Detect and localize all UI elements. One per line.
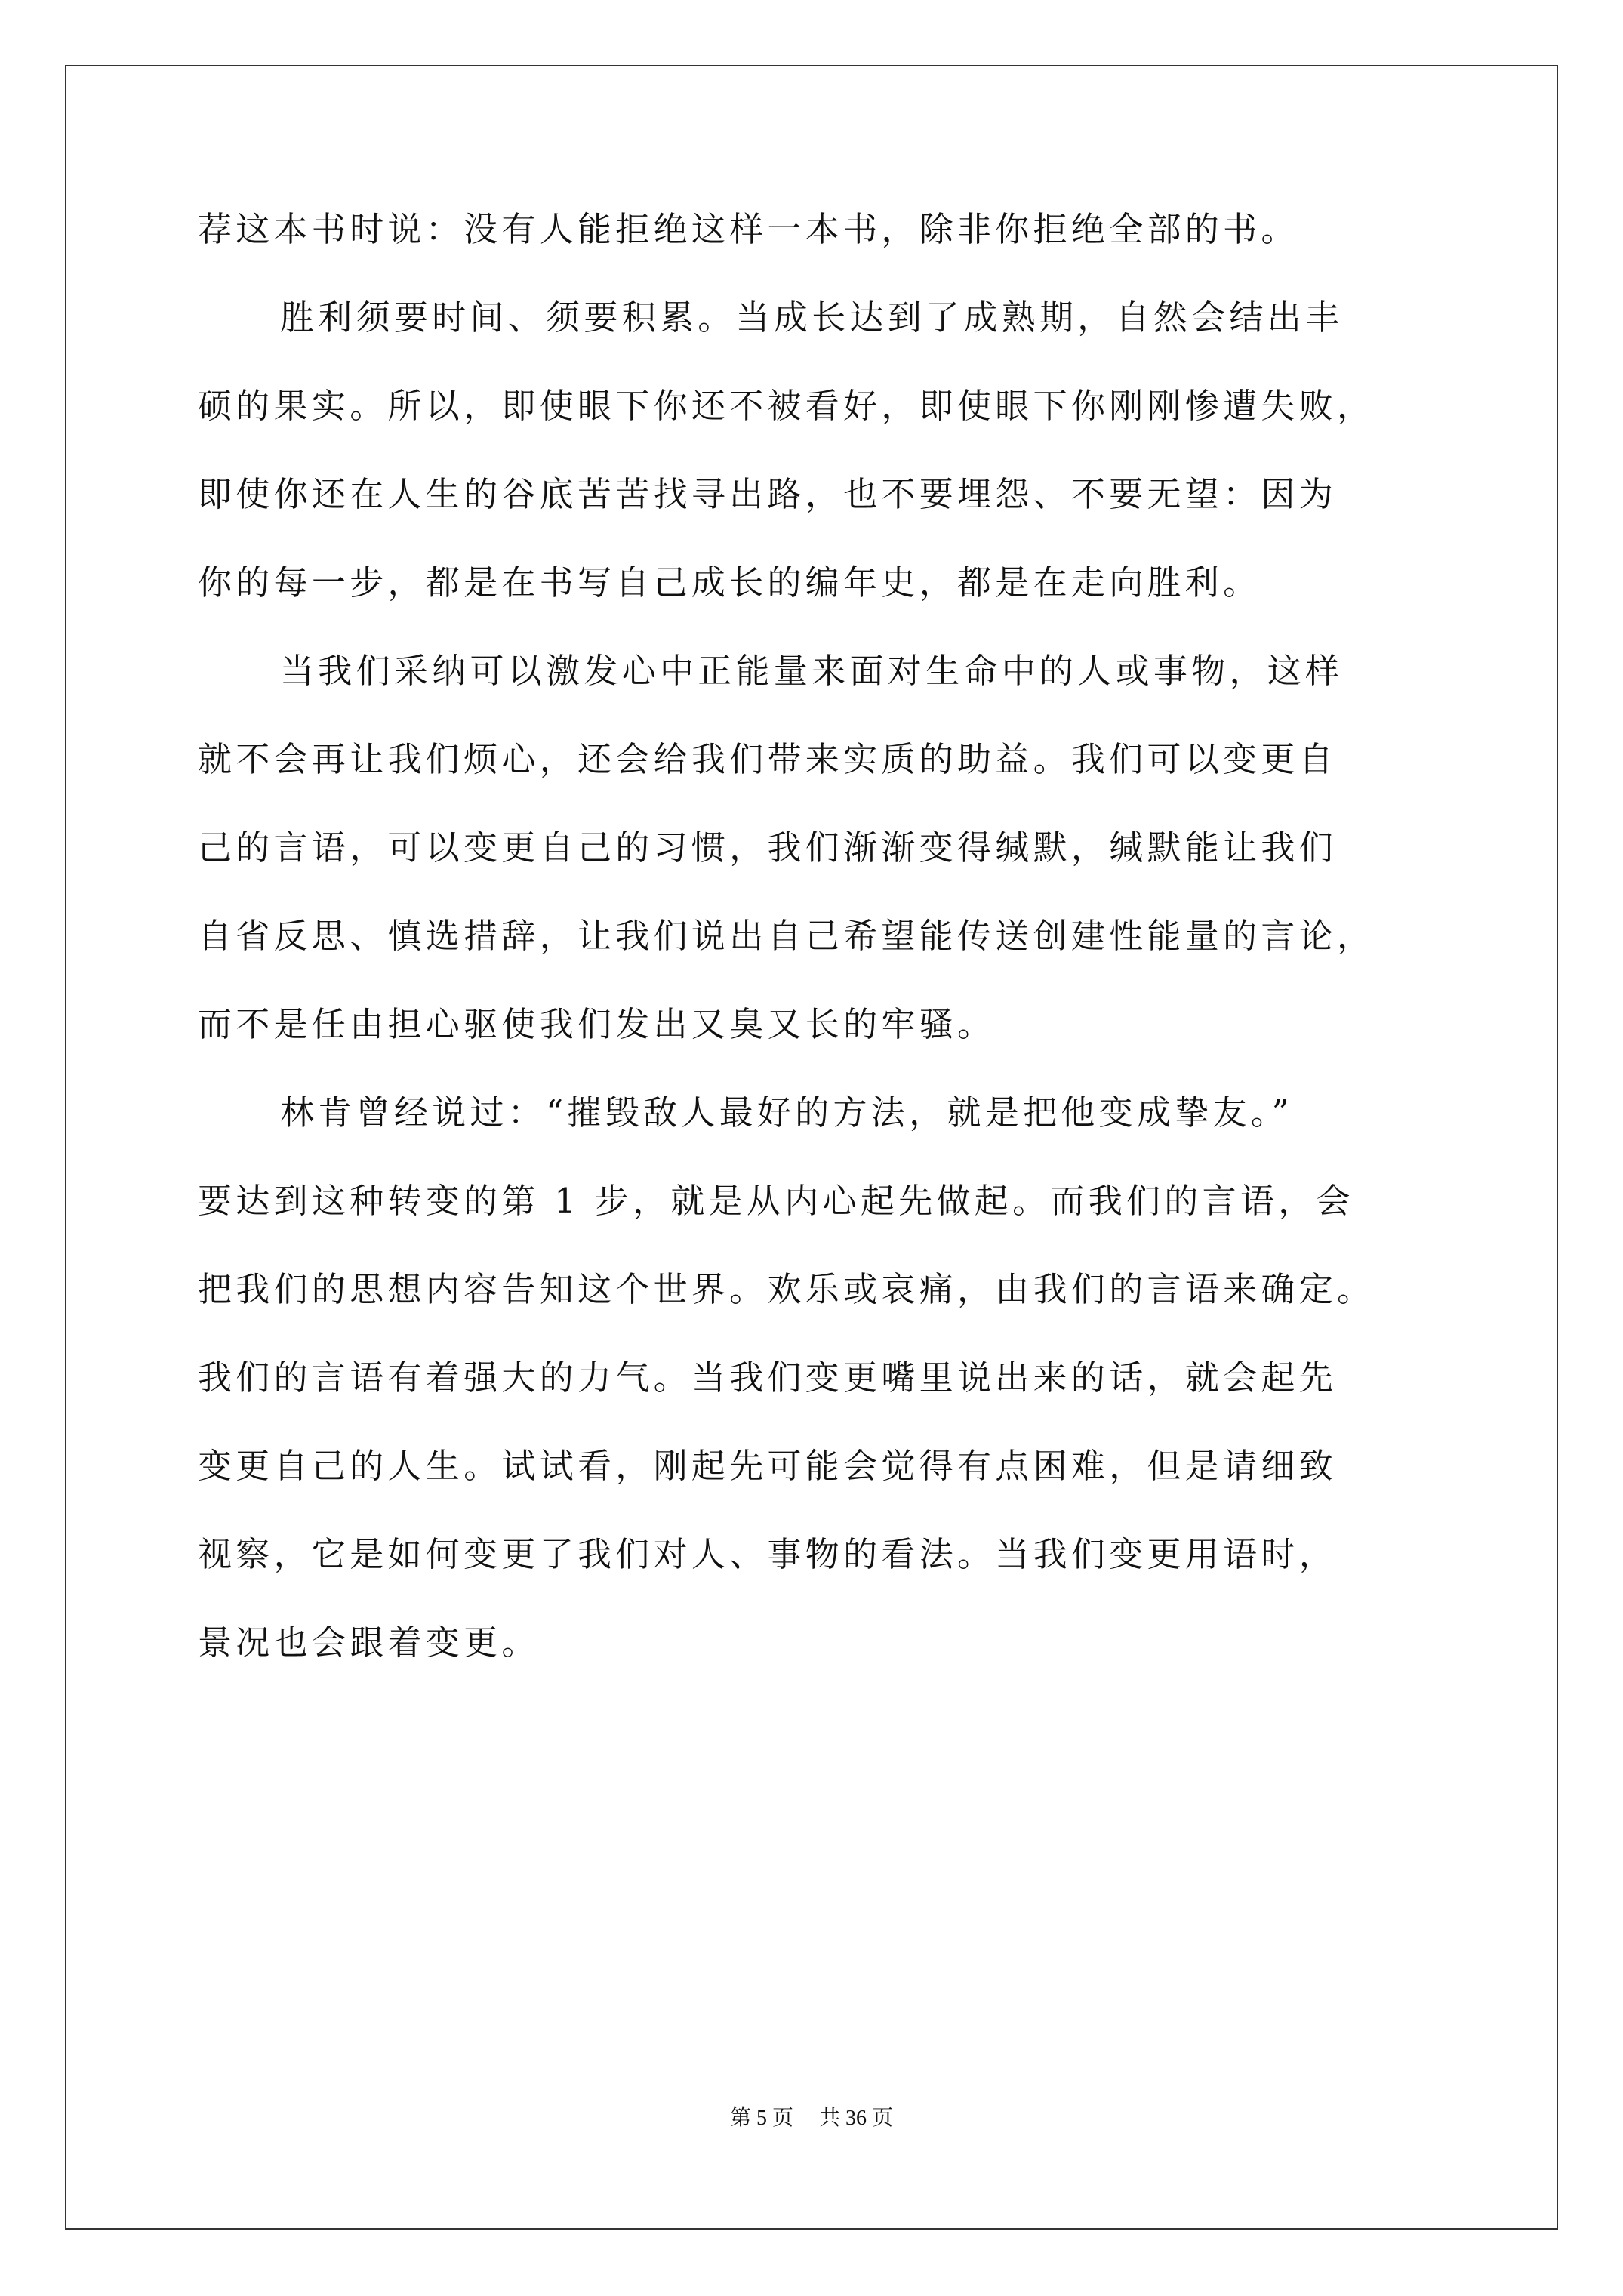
text-line: 景况也会跟着变更。: [198, 1623, 540, 1663]
text-line: 而不是任由担心驱使我们发出又臭又长的牢骚。: [198, 1004, 996, 1044]
text-line: 就不会再让我们烦心，还会给我们带来实质的助益。我们可以变更自: [198, 739, 1338, 779]
text-line: 硕的果实。所以，即使眼下你还不被看好，即使眼下你刚刚惨遭失败，: [198, 386, 1375, 426]
text-line: 要达到这种转变的第 1 步，就是从内心起先做起。而我们的言语，会: [198, 1181, 1354, 1221]
text-line: 你的每一步，都是在书写自己成长的编年史，都是在走向胜利。: [198, 562, 1261, 603]
document-body: [198, 185, 1443, 1687]
page-total: 共 36 页: [819, 2106, 894, 2130]
text-line: 即使你还在人生的谷底苦苦找寻出路，也不要埋怨、不要无望：因为: [198, 474, 1338, 514]
text-line: 荐这本书时说：没有人能拒绝这样一本书，除非你拒绝全部的书。: [198, 209, 1299, 249]
paragraph-first-line: 林肯曾经说过：“摧毁敌人最好的方法，就是把他变成挚友。”: [280, 1093, 1293, 1133]
text-line: 我们的言语有着强大的力气。当我们变更嘴里说出来的话，就会起先: [198, 1358, 1338, 1398]
text-line: 变更自己的人生。试试看，刚起先可能会觉得有点困难，但是请细致: [198, 1446, 1338, 1486]
text-line: 把我们的思想内容告知这个世界。欢乐或哀痛，由我们的言语来确定。: [198, 1269, 1375, 1309]
page-number: 第 5 页: [729, 2106, 793, 2130]
text-line: 视察，它是如何变更了我们对人、事物的看法。当我们变更用语时，: [198, 1534, 1338, 1574]
page-footer: [0, 2101, 1623, 2131]
text-line: 自省反思、慎选措辞，让我们说出自己希望能传送创建性能量的言论，: [198, 916, 1375, 956]
paragraph-first-line: 当我们采纳可以激发心中正能量来面对生命中的人或事物，这样: [280, 651, 1344, 691]
text-line: 己的言语，可以变更自己的习惯，我们渐渐变得缄默，缄默能让我们: [198, 827, 1338, 868]
paragraph-first-line: 胜利须要时间、须要积累。当成长达到了成熟期，自然会结出丰: [280, 297, 1344, 337]
